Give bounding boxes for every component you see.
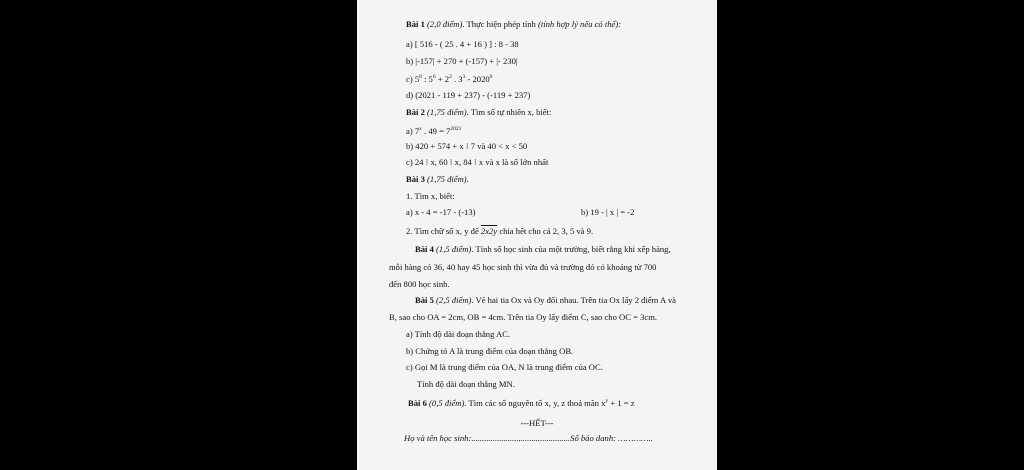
b2-a: a) 7$^x$ . $49 = 7^{2021}$ <box>406 125 462 136</box>
b1-b: b) |-157| + 270 + (-157) + |- 230| <box>406 56 518 66</box>
b5-c2: Tính độ dài đoạn thẳng MN. <box>417 379 515 389</box>
b1-instr: . Thực hiện phép tính <box>462 19 536 29</box>
exam-page <box>357 0 717 470</box>
b5-title: Bài 5 <box>415 295 434 305</box>
b6-heading: Bài 6 (0,5 điểm). Tìm các số nguyên tố x, y, z thoả mãn $x^y + 1 = z$ <box>408 397 635 408</box>
b2-title: Bài 2 <box>406 107 425 117</box>
student-name-blank: .............................................. <box>471 433 571 443</box>
b5-b: b) Chứng tỏ A là trung điểm của đoạn thẳng OB. <box>406 346 574 356</box>
b6-points: (0,5 điểm) <box>429 397 465 408</box>
candidate-number-blank: ………….. <box>615 433 653 443</box>
b1-points: (2,0 điểm) <box>427 19 463 29</box>
b5-a: a) Tính độ dài đoạn thẳng AC. <box>406 329 511 339</box>
b2-instr: . Tìm số tự nhiên x, biết: <box>466 107 552 117</box>
b2-c: c) 24 ⁝ x, 60 ⁝ x, 84 ⁝ x và x là số lớn nhất <box>406 157 549 167</box>
b4-title: Bài 4 <box>415 244 434 254</box>
b1-d: d) (2021 - 119 + 237) - (-119 + 237) <box>406 90 531 100</box>
b3-number-overline: 2x2y <box>480 226 498 236</box>
b1-heading <box>406 19 621 30</box>
b2-b: b) 420 + 574 + x ⁝ 7 và 40 < x < 50 <box>406 141 528 151</box>
b4-l3: đến 800 học sinh. <box>389 279 450 289</box>
b3-s2: 2. Tìm chữ số x, y để 2x2y chia hết cho cả 2, 3, 5 và 9. <box>406 226 594 236</box>
b5-c: c) Gọi M là trung điểm của OA, N là trung điểm của OC. <box>406 362 603 372</box>
end-marker: ---HẾT--- <box>520 418 554 428</box>
b2-points: (1,75 điểm) <box>427 107 467 117</box>
b3-a: a) x - 4 = -17 - (-13) <box>406 207 476 217</box>
b3-points: (1,75 điểm). <box>427 174 469 184</box>
b4-l1: Bài 4 (1,5 điểm). Tính số học sinh của một trường, biết rằng khi xếp hàng, <box>415 244 671 254</box>
student-name-label: Họ và tên học sinh: <box>404 433 472 443</box>
b1-title: Bài 1 <box>406 19 425 29</box>
b3-b: b) 19 - | x | = -2 <box>581 207 635 217</box>
footer-line <box>404 433 653 444</box>
b1-note: (tính hợp lý nếu có thể): <box>538 19 622 29</box>
candidate-number-label: Số báo danh: <box>570 433 616 443</box>
b1-a: a) [ 516 - ( 25 . 4 + 16 ) ] : 8 - 38 <box>406 39 519 49</box>
b5-l2: B, sao cho OA = 2cm, OB = 4cm. Trên tia Oy lấy điểm C, sao cho OC = 3cm. <box>389 312 658 322</box>
b4-points: (1,5 điểm) <box>436 244 472 254</box>
b6-title: Bài 6 <box>408 397 427 408</box>
b1-c: c) $5^8$ : $5^6 + 2^2$ . $3^3 - 2020^0$ <box>406 73 493 84</box>
b3-title: Bài 3 <box>406 174 425 184</box>
b5-points: (2,5 điểm) <box>436 295 472 305</box>
b5-l1: Bài 5 (2,5 điểm). Vẽ hai tia Ox và Oy đối nhau. Trên tia Ox lấy 2 điểm A và <box>415 295 676 305</box>
b3-heading <box>406 174 469 185</box>
b4-l2: mỗi hàng có 36, 40 hay 45 học sinh thì vừa đủ và trường đó có khoảng từ 700 <box>389 262 657 272</box>
b3-s1: 1. Tìm x, biết: <box>406 191 455 201</box>
b2-heading <box>406 107 551 118</box>
